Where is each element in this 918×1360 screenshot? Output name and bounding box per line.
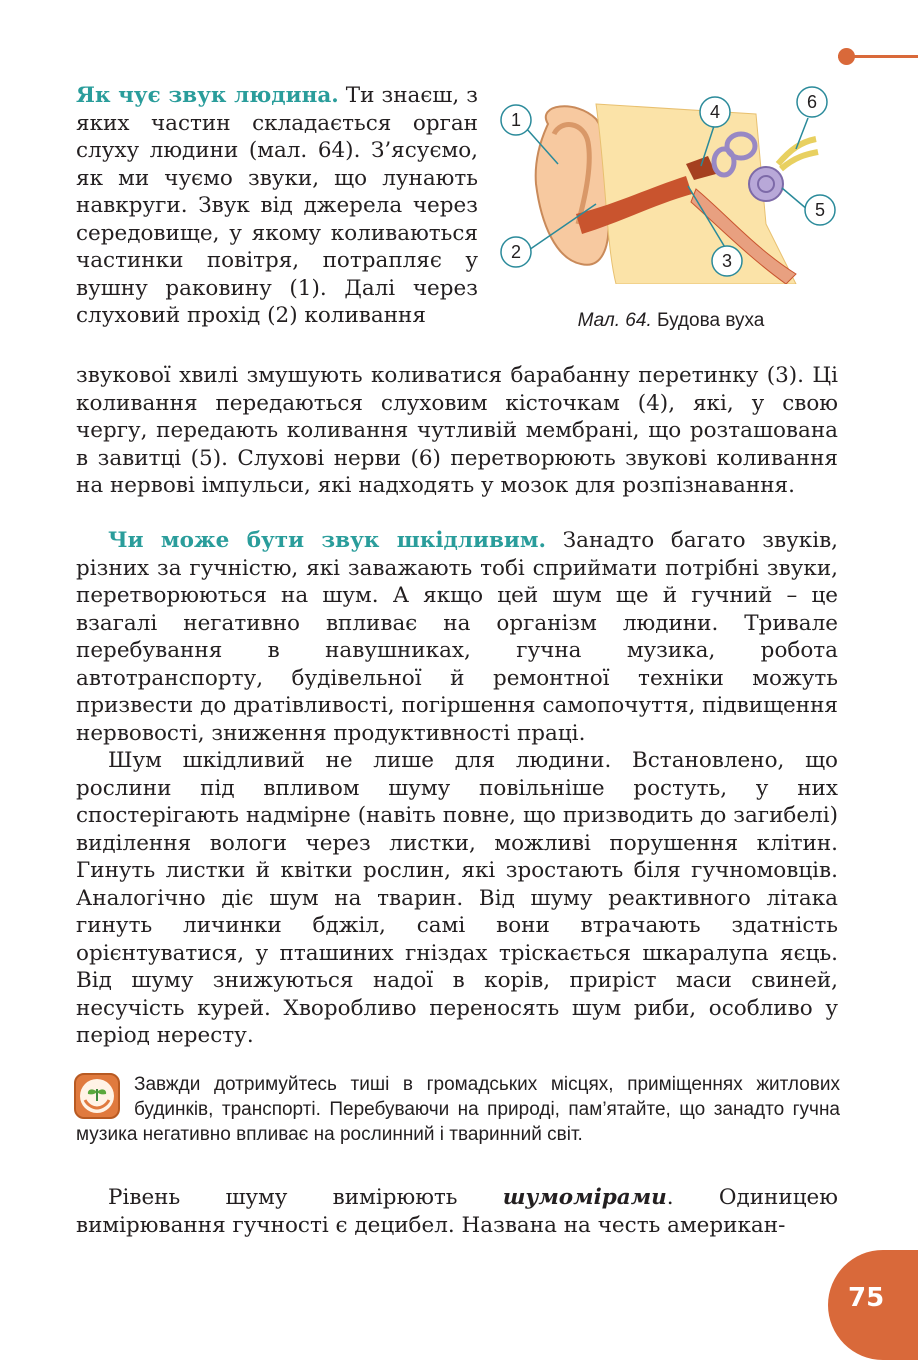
header-dot	[838, 48, 855, 65]
page-number: 75	[848, 1283, 885, 1313]
paragraph-text: . Одиницею вимірювання гучності є децибел. Названа на честь американ-	[76, 1185, 838, 1238]
paragraph-continued: звукової хвилі змушують коливатися барабанну перетинку (3). Ці коливання передаються слуховим кісточкам (4), які, у свою чергу, передають коливання чутливій мембрані, що розташована в завитці (5). Слухові нерви (6) перетворюють звукові коливання на нервові імпульси, які надходять у мозок для розпізнавання.	[76, 363, 838, 498]
ear-figure	[496, 84, 846, 340]
paragraph-hearing	[76, 82, 478, 330]
caption-text: Будова вуха	[651, 310, 765, 331]
callout-label: 4	[709, 102, 721, 122]
paragraph-noise-effects: Шум шкідливий не лише для людини. Встановлено, що рослини під впливом шуму повільніше ростуть, у них спостерігають надмірне (навіть повне, що призводить до загибелі) виділення вологи через листки, можливі порушення клітин. Гинуть листки й квітки рослин, які зростають біля гучномовців. Аналогічно діє шум на тварин. Від шуму реактивного літака гинуть личинки бджіл, самі вони втрачають здатність орієнтуватися, у пташиних гніздах тріскається шкаралупа яєць. Від шуму знижуються надої в корів, приріст маси свиней, несучість курей. Хворобливо переносять шум риби, особливо у період нересту.	[76, 748, 838, 1048]
paragraph-text: Занадто багато звуків, різних за гучністю, які заважають тобі сприймати потрібні звуки, перетворюються на шум. А якщо цей шум ще й гучний – це взагалі негативно впливає на організм людини. Тривале перебування в навушниках, гучна музика, робота автотранспорту, будівельної й ремонтної техніки можуть призвести до дратівливості, погіршення самопочуття, підвищення нервовості, зниження продуктивності праці.	[76, 528, 839, 746]
paragraph-harmful-sound	[76, 527, 838, 747]
paragraph-text: Ти знаєш, з яких частин складається орган слуху людини (мал. 64). З’ясуємо, як ми чуємо звуки, що лунають навкруги. Звук від джерела через середовище, у якому коливаються частинки повітря, потрапляє у вушну раковину (1). Далі через слуховий прохід (2) коливання	[76, 83, 478, 328]
heading-how-people-hear: Як чує звук людина.	[76, 83, 339, 108]
paragraph-text: Рівень шуму вимірюють	[108, 1185, 503, 1210]
callout-label: 2	[510, 242, 522, 262]
ear-structure-illustration	[496, 84, 846, 284]
callout-label: 3	[721, 251, 733, 271]
note-text: Завжди дотримуйтесь тиші в громадських місцях, приміщеннях житлових будинків, транспорті. Перебуваючи на природі, пам’ятайте, що занадто гучна музика негативно впливає на рослинний і тваринний світ.	[76, 1074, 840, 1145]
callout-label: 6	[806, 92, 818, 112]
caption-label: Мал. 64.	[577, 310, 652, 331]
callout-label: 1	[510, 110, 522, 130]
quiet-reminder-note	[76, 1072, 840, 1147]
paragraph-noise-measurement	[76, 1184, 838, 1239]
callout-label: 5	[814, 200, 826, 220]
heading-can-sound-be-harmful: Чи може бути звук шкідливим.	[108, 528, 547, 553]
term-sound-level-meters: шумомірами	[502, 1185, 667, 1210]
figure-caption	[496, 310, 846, 332]
